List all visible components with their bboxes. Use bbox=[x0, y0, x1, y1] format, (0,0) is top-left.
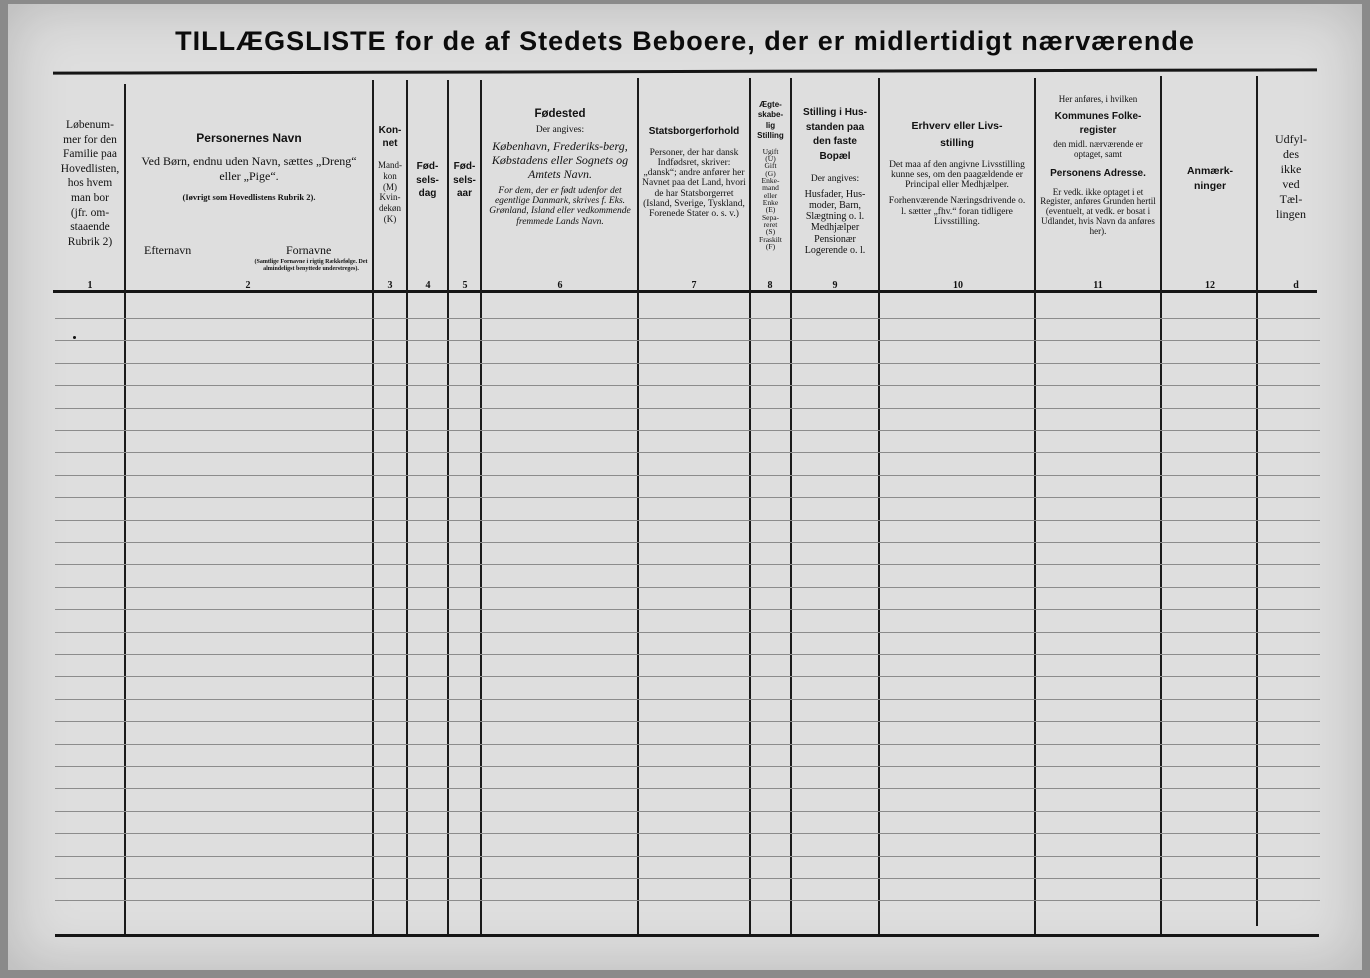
header-line: Enke- bbox=[761, 175, 780, 185]
col-2-heading: Personernes Navn bbox=[196, 131, 302, 145]
col-11-text: Er vedk. ikke optaget i et Register, anføres Grunden hertil (eventuelt, at vedk. er bosat i Udlandet, hvis Navn da anføres her). bbox=[1040, 186, 1156, 236]
header-line: Anmærk- bbox=[1186, 165, 1234, 177]
col-12-number: 12 bbox=[1205, 280, 1215, 291]
header-col-8 bbox=[751, 100, 790, 300]
col-10-text-2: Forhenværende Næringsdrivende o. l. sætter „fhv.“ foran tidligere Livsstilling. bbox=[888, 196, 1026, 227]
header-col-5 bbox=[449, 160, 480, 360]
header-line: Hovedlisten, bbox=[60, 162, 120, 175]
ruled-line bbox=[55, 721, 1320, 722]
col-9-sub: Der angives: bbox=[810, 174, 860, 184]
ruled-line bbox=[55, 587, 1320, 588]
header-line: Erhverv eller Livs- bbox=[911, 120, 1003, 132]
col-3-text bbox=[374, 160, 406, 225]
col-2-note: Ved Børn, endnu uden Navn, sættes „Dreng“ eller „Pige“. bbox=[141, 153, 357, 184]
header-line: (K) bbox=[383, 213, 397, 224]
ruled-line bbox=[55, 363, 1320, 364]
column-divider bbox=[1034, 78, 1036, 934]
bottom-rule bbox=[55, 934, 1319, 937]
ruled-line bbox=[55, 833, 1320, 834]
ruled-line bbox=[55, 452, 1320, 453]
ruled-line bbox=[55, 878, 1320, 879]
header-line: lingen bbox=[1276, 207, 1306, 221]
ruled-line bbox=[55, 699, 1320, 700]
header-line: (jfr. om- bbox=[70, 206, 110, 219]
header-line: dag bbox=[418, 188, 437, 199]
header-line: Fød- bbox=[416, 161, 439, 172]
column-divider bbox=[480, 80, 482, 934]
header-line: stilling bbox=[940, 136, 974, 149]
header-line: (G) bbox=[765, 168, 776, 178]
col-10-heading bbox=[882, 118, 1032, 152]
col-2-number: 2 bbox=[245, 280, 251, 291]
col-5-heading bbox=[449, 160, 480, 201]
col-11-mid: den midl. nærværende er optaget, samt bbox=[1053, 139, 1143, 160]
ruled-line bbox=[55, 408, 1320, 409]
header-line: (U) bbox=[765, 153, 776, 163]
header-line: Medhjælper bbox=[810, 222, 860, 234]
header-col-12 bbox=[1164, 164, 1256, 364]
header-line: den faste bbox=[813, 136, 857, 147]
header-line: hos hvem bbox=[67, 177, 113, 190]
header-line: Fød- bbox=[453, 161, 476, 172]
ruled-line bbox=[55, 856, 1320, 857]
ruled-line bbox=[55, 811, 1320, 812]
col-d-number: d bbox=[1293, 280, 1299, 291]
col-2-sub-left: Efternavn bbox=[144, 243, 192, 257]
col-6-number: 6 bbox=[557, 280, 563, 291]
header-line: Stilling i Hus- bbox=[803, 107, 867, 118]
col-7-number: 7 bbox=[691, 280, 697, 291]
col-2-note-2: (Iøvrigt som Hovedlistens Rubrik 2). bbox=[182, 191, 316, 202]
header-line: Kommunes Folke- bbox=[1054, 111, 1142, 123]
col-4-number: 4 bbox=[425, 280, 431, 291]
ruled-line bbox=[55, 385, 1320, 386]
col-11-number: 11 bbox=[1093, 280, 1103, 291]
header-line: (F) bbox=[765, 242, 776, 252]
header-line: staaende bbox=[70, 221, 110, 234]
header-line: moder, Barn, bbox=[808, 200, 862, 212]
header-line: net bbox=[382, 138, 398, 149]
ruled-line bbox=[55, 430, 1320, 431]
col-7-heading: Statsborgerforhold bbox=[648, 126, 740, 137]
header-line: lig bbox=[765, 120, 776, 130]
header-line: Rubrik 2) bbox=[67, 235, 113, 248]
header-line: (S) bbox=[765, 227, 776, 237]
header-line: reret bbox=[763, 220, 778, 229]
header-line: Ugift bbox=[762, 146, 779, 156]
header-col-d bbox=[1258, 132, 1324, 332]
col-9-text bbox=[792, 189, 878, 256]
header-line: ikke bbox=[1280, 162, 1302, 176]
form-title: TILLÆGSLISTE for de af Stedets Beboere, der er midlertidigt nærværende bbox=[175, 26, 1195, 56]
col-11-pre: Her anføres, i hvilken bbox=[1058, 94, 1138, 104]
header-col-4 bbox=[408, 160, 447, 360]
col-2-sub-right-note: (Samtlige Fornavne i rigtig Rækkefølge. Det almindeligst benyttede understreges). bbox=[254, 259, 368, 272]
column-divider bbox=[878, 78, 880, 934]
header-line: Familie paa bbox=[63, 148, 117, 161]
col-7-text: Personer, der har dansk Indfødsret, skriver: „dansk“; andre anfører her Navnet paa det Land, hvori de har Statsborgerret (Island, Sverige, Tyskland, Forenede Stater o. s. v.) bbox=[642, 147, 746, 219]
col-3-number: 3 bbox=[387, 280, 393, 291]
header-line: Bopæl bbox=[819, 150, 851, 162]
header-line: register bbox=[1079, 125, 1117, 137]
ruled-line bbox=[55, 340, 1320, 341]
header-line: (E) bbox=[765, 205, 776, 215]
col-8-text bbox=[751, 148, 790, 251]
header-line: sels- bbox=[416, 174, 439, 186]
col-5-number: 5 bbox=[462, 280, 468, 291]
header-line: mer for den bbox=[63, 133, 117, 146]
header-line: standen paa bbox=[805, 121, 865, 133]
ruled-line bbox=[55, 497, 1320, 498]
col-6-sub: Der angives: bbox=[535, 125, 585, 136]
col-8-number: 8 bbox=[767, 280, 773, 291]
column-divider bbox=[1160, 76, 1162, 934]
header-line: ninger bbox=[1193, 179, 1227, 192]
ruled-line bbox=[55, 475, 1320, 476]
header-line: eller bbox=[763, 190, 778, 200]
header-col-3 bbox=[374, 124, 406, 324]
col-6-heading: Fødested bbox=[534, 108, 586, 120]
ruled-line bbox=[55, 744, 1320, 745]
header-line: Løbenum- bbox=[66, 119, 114, 131]
header-line: Pensionær bbox=[814, 233, 856, 245]
header-line: Slægtning o. l. bbox=[805, 211, 865, 223]
col-d-text bbox=[1258, 132, 1324, 222]
header-line: skabe- bbox=[757, 110, 784, 120]
col-10-number: 10 bbox=[953, 280, 963, 291]
header-line: ved bbox=[1282, 177, 1300, 191]
ruled-line bbox=[55, 654, 1320, 655]
ink-mark bbox=[73, 336, 76, 339]
header-line: Mand- bbox=[378, 160, 402, 170]
col-8-heading bbox=[751, 100, 790, 142]
header-line: Logerende o. l. bbox=[804, 244, 866, 256]
header-line: Tæl- bbox=[1279, 192, 1303, 206]
col-1-number: 1 bbox=[87, 280, 93, 291]
header-line: sels- bbox=[453, 174, 476, 186]
ruled-line bbox=[55, 542, 1320, 543]
ruled-line bbox=[55, 766, 1320, 767]
col-12-heading bbox=[1164, 164, 1256, 193]
ruled-line bbox=[55, 788, 1320, 789]
header-line: aar bbox=[456, 188, 472, 199]
col-11-heading-2: Personens Adresse. bbox=[1050, 168, 1146, 180]
header-line: dekøn bbox=[379, 203, 401, 214]
ruled-line bbox=[55, 564, 1320, 565]
col-9-number: 9 bbox=[832, 280, 838, 291]
header-line: (M) bbox=[383, 181, 397, 192]
header-line: Ægte- bbox=[759, 100, 782, 109]
column-divider bbox=[637, 78, 639, 934]
header-col-2 bbox=[128, 84, 370, 284]
header-line: Enke bbox=[762, 197, 779, 207]
col-6-foreign-note: For dem, der er født udenfor det egentlige Danmark, skrives f. Eks. Grønland, Island eller vedkommende fremmede Lands Navn. bbox=[489, 185, 631, 227]
ruled-line bbox=[55, 676, 1320, 677]
header-line: mand bbox=[762, 183, 779, 193]
header-line: Udfyl- bbox=[1275, 132, 1307, 146]
ruled-line bbox=[55, 520, 1320, 521]
header-line: Kon- bbox=[378, 125, 402, 136]
header-col-11 bbox=[1038, 94, 1158, 294]
header-line: Fraskilt bbox=[759, 234, 782, 244]
header-line: Kvin- bbox=[379, 192, 401, 203]
header-line: man bor bbox=[70, 191, 109, 204]
header-col-9 bbox=[792, 106, 878, 306]
col-1-text bbox=[55, 118, 125, 249]
header-line: kon bbox=[383, 170, 397, 181]
col-4-heading bbox=[408, 160, 447, 201]
header-col-7 bbox=[640, 126, 748, 326]
col-2-sub-right: Fornavne bbox=[286, 243, 332, 257]
header-line: Gift bbox=[764, 161, 777, 171]
header-line: Sepa- bbox=[761, 212, 780, 222]
ruled-line bbox=[55, 632, 1320, 633]
col-10-text-1: Det maa af den angivne Livsstilling kunne ses, om den paagældende er Principal eller Medhjælper. bbox=[889, 159, 1025, 191]
header-line: des bbox=[1283, 147, 1299, 161]
header-line: Husfader, Hus- bbox=[804, 188, 866, 200]
col-9-heading bbox=[792, 106, 878, 164]
ruled-line bbox=[55, 609, 1320, 610]
header-line: Stilling bbox=[757, 131, 784, 141]
col-11-heading bbox=[1038, 110, 1158, 138]
ruled-line bbox=[55, 900, 1320, 901]
col-3-heading bbox=[374, 124, 406, 150]
col-6-places: København, Frederiks-berg, Købstadens eller Sognets og Amtets Navn. bbox=[491, 139, 629, 181]
header-col-6 bbox=[484, 108, 636, 308]
